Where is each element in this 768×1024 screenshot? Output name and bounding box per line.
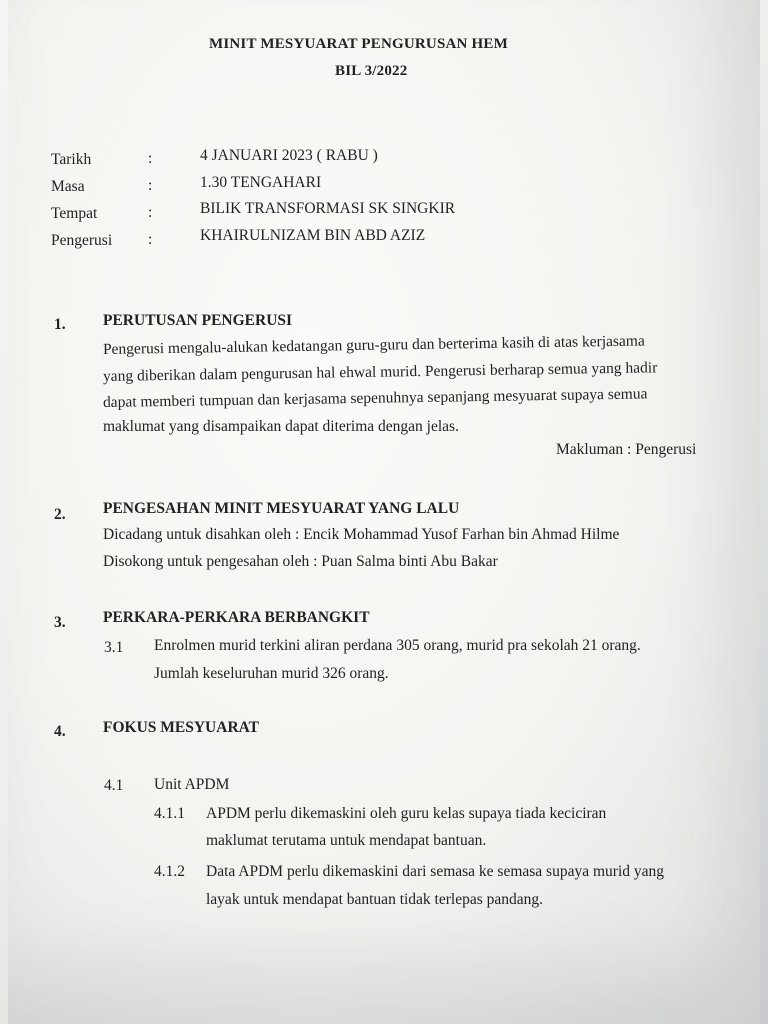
section-1-line: yang diberikan dalam pengurusan hal ehwal murid. Pengerusi berharap semua yang hadir: [102, 359, 658, 385]
section-4-heading: FOKUS MESYUARAT: [103, 719, 260, 736]
meta-value-tempat: BILIK TRANSFORMASI SK SINGKIR: [200, 200, 456, 217]
section-1-heading: PERUTUSAN PENGERUSI: [103, 312, 293, 329]
meta-value-pengerusi: KHAIRULNIZAM BIN ABD AZIZ: [200, 227, 426, 244]
meta-colon: :: [148, 150, 153, 167]
document-bil: BIL 3/2022: [335, 63, 408, 79]
meta-label-pengerusi: Pengerusi: [51, 232, 113, 249]
section-2-heading: PENGESAHAN MINIT MESYUARAT YANG LALU: [103, 500, 460, 517]
item-line: Data APDM perlu dikemaskini dari semasa ke semasa supaya murid yang: [206, 863, 664, 880]
section-3-line: Enrolmen murid terkini aliran perdana 305 orang, murid pra sekolah 21 orang.: [154, 637, 641, 654]
section-2-line: Dicadang untuk disahkan oleh : Encik Mohammad Yusof Farhan bin Ahmad Hilme: [103, 526, 620, 543]
meta-colon: :: [148, 177, 153, 194]
meta-value-masa: 1.30 TENGAHARI: [200, 174, 322, 191]
section-4-subtitle: Unit APDM: [154, 776, 230, 793]
item-line: maklumat terutama untuk mendapat bantuan.: [206, 832, 487, 849]
section-1-line: maklumat yang disampaikan dapat diterima dengan jelas.: [103, 418, 459, 435]
section-2-number: 2.: [54, 506, 66, 523]
section-1-line: dapat memberi tumpuan dan kerjasama sepenuhnya sepanjang mesyuarat supaya semua: [102, 385, 648, 411]
section-1-line: Pengerusi mengalu-alukan kedatangan guru-guru dan berterima kasih di atas kerjasama: [102, 332, 645, 358]
item-line: layak untuk mendapat bantuan tidak terlepas pandang.: [206, 891, 544, 908]
meta-label-masa: Masa: [51, 178, 85, 195]
item-number: 4.1.2: [154, 863, 185, 880]
section-3-heading: PERKARA-PERKARA BERBANGKIT: [103, 609, 370, 626]
meta-label-tarikh: Tarikh: [51, 151, 92, 168]
section-3-number: 3.: [54, 614, 66, 631]
section-3-line: Jumlah keseluruhan murid 326 orang.: [154, 665, 389, 682]
section-3-subnumber: 3.1: [104, 639, 124, 656]
item-number: 4.1.1: [154, 805, 185, 822]
section-1-number: 1.: [54, 316, 66, 333]
section-4-number: 4.: [54, 723, 66, 740]
item-line: APDM perlu dikemaskini oleh guru kelas supaya tiada keciciran: [206, 805, 607, 822]
section-4-subnumber: 4.1: [104, 777, 124, 794]
meta-colon: :: [148, 231, 153, 248]
meta-value-tarikh: 4 JANUARI 2023 ( RABU ): [200, 147, 378, 164]
meta-colon: :: [148, 204, 153, 221]
document-title: MINIT MESYUARAT PENGURUSAN HEM: [209, 36, 508, 52]
meta-label-tempat: Tempat: [51, 205, 98, 222]
section-1-note: Makluman : Pengerusi: [556, 441, 697, 458]
section-2-line: Disokong untuk pengesahan oleh : Puan Salma binti Abu Bakar: [103, 553, 498, 570]
